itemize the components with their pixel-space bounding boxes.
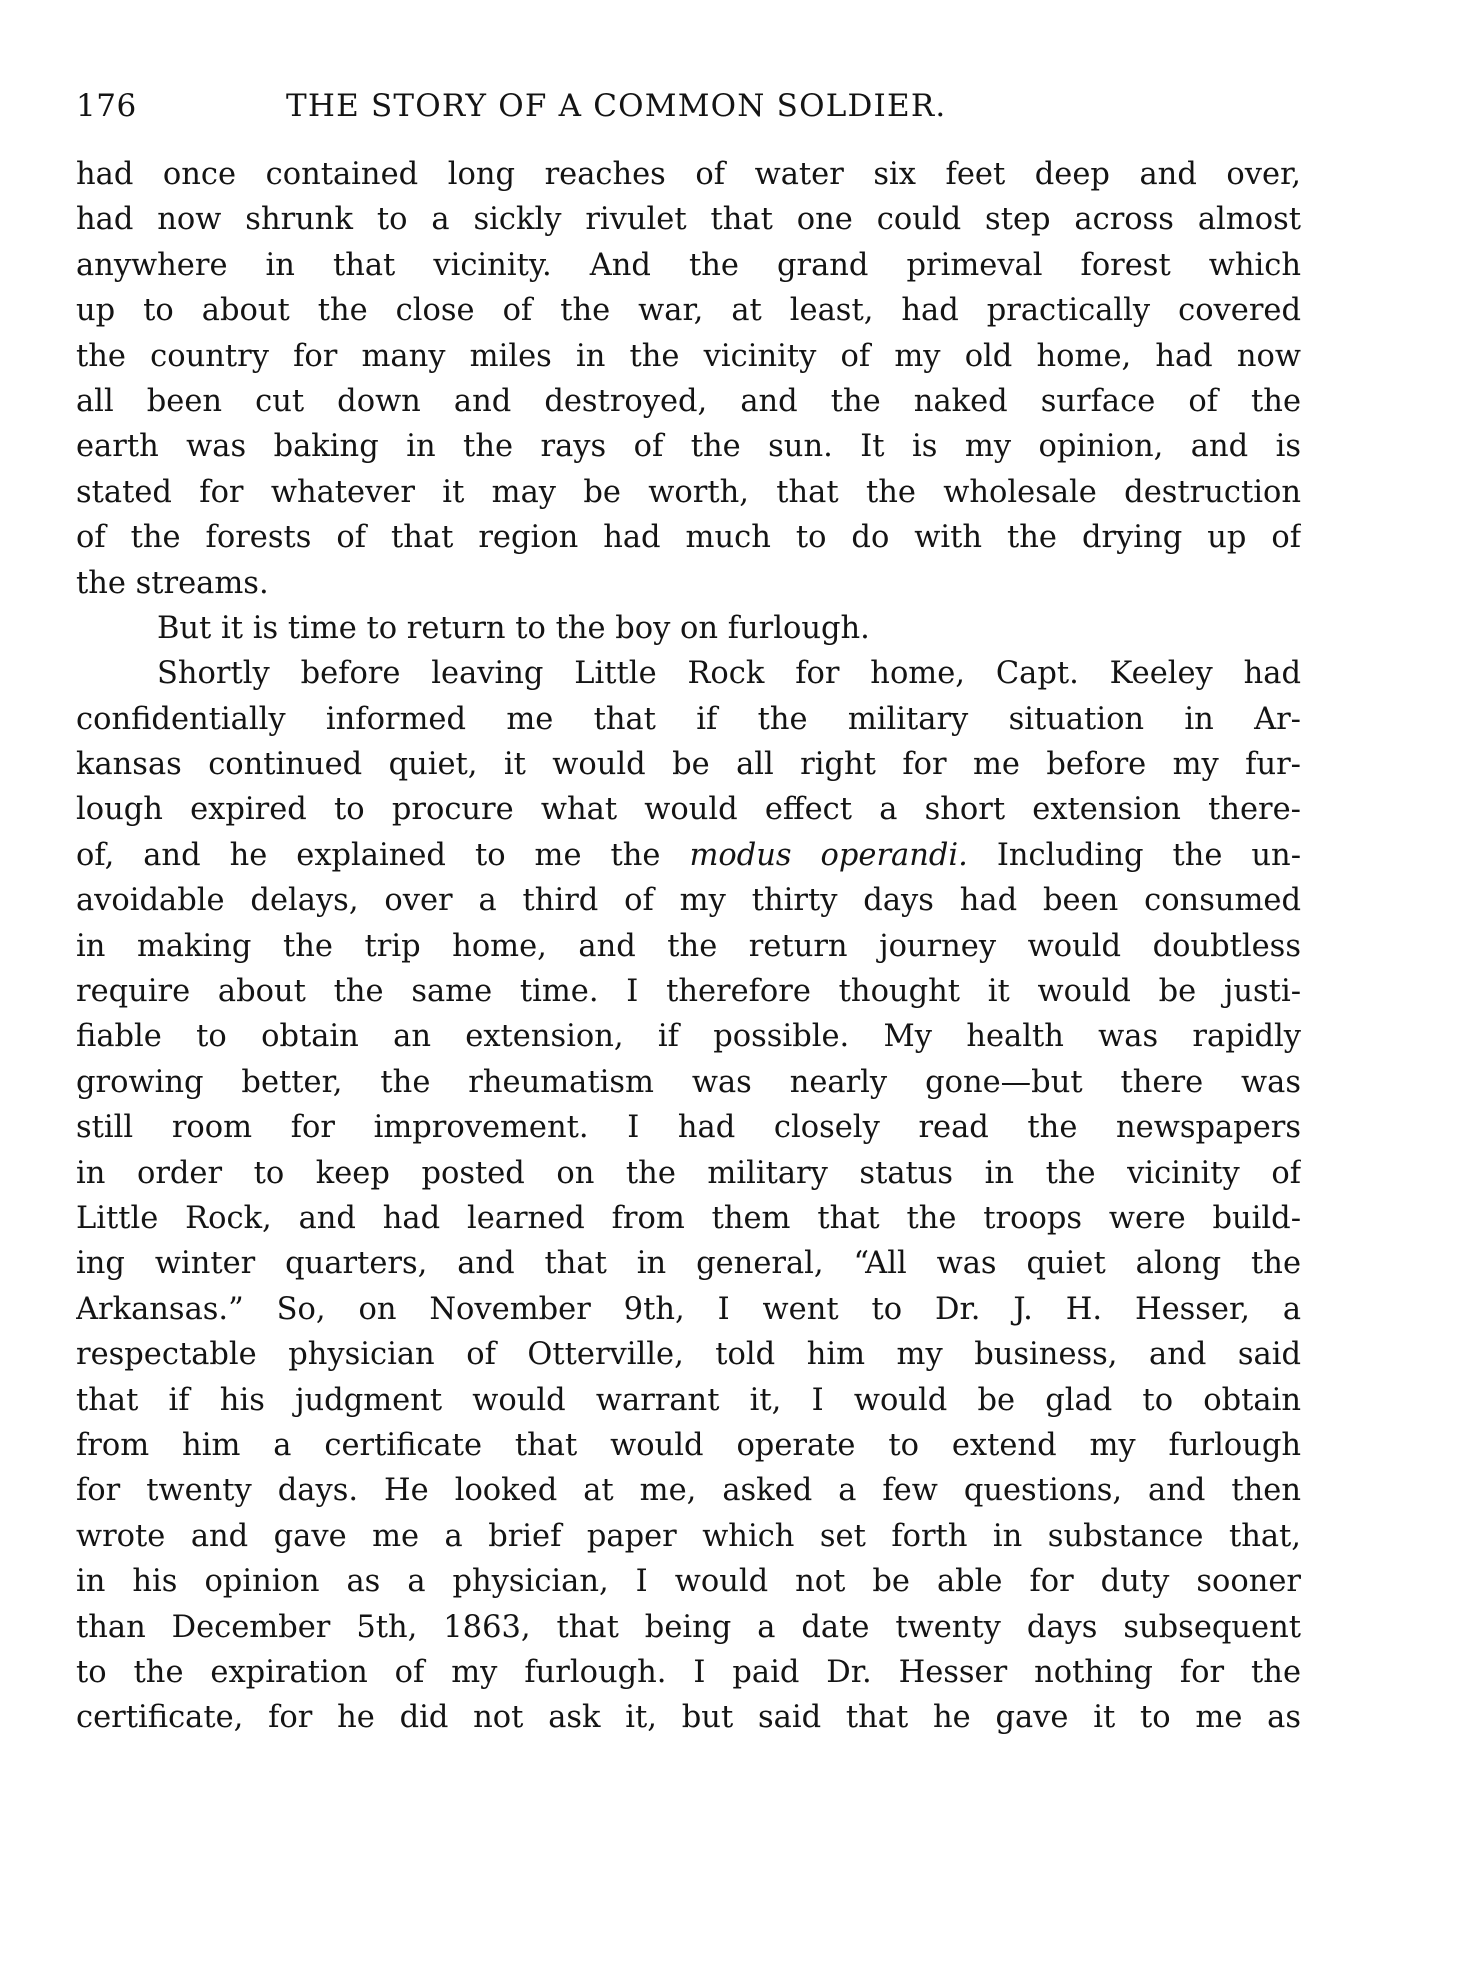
text-line: still room for improvement. I had closely read the newspapers (76, 1110, 1301, 1146)
page-number: 176 (76, 88, 137, 124)
text-line: all been cut down and destroyed, and the naked surface of the (76, 383, 1301, 419)
text-line-with-italic (76, 833, 1301, 878)
text-line: But it is time to return to the boy on furlough. (157, 610, 870, 646)
text-line: Shortly before leaving Little Rock for home, Capt. Keeley had (157, 656, 1301, 692)
text-line: require about the same time. I therefore thought it would be justi- (76, 974, 1301, 1010)
text-segment: of, and he explained to me the (76, 837, 690, 873)
text-line: the streams. (76, 565, 269, 601)
text-line: of the forests of that region had much to do with the drying up of (76, 520, 1301, 556)
text-line: avoidable delays, over a third of my thirty days had been consumed (76, 883, 1301, 919)
text-line: kansas continued quiet, it would be all right for me before my fur- (76, 747, 1301, 783)
text-line: earth was baking in the rays of the sun. It is my opinion, and is (76, 429, 1301, 465)
text-line: the country for many miles in the vicinity of my old home, had now (76, 338, 1301, 374)
text-line: had once contained long reaches of water six feet deep and over, (76, 157, 1301, 192)
italic-phrase: modus operandi. (689, 837, 968, 873)
text-line: Arkansas.” So, on November 9th, I went to Dr. J. H. Hesser, a (76, 1291, 1301, 1327)
text-line: ing winter quarters, and that in general, “All was quiet along the (76, 1246, 1301, 1282)
running-head (76, 84, 1301, 128)
text-line: wrote and gave me a brief paper which set forth in substance that, (76, 1518, 1301, 1554)
text-line: in his opinion as a physician, I would not be able for duty sooner (76, 1564, 1301, 1600)
text-line: lough expired to procure what would effect a short extension there- (76, 792, 1301, 828)
text-line: in making the trip home, and the return journey would doubtless (76, 928, 1301, 964)
text-segment: Including the un- (967, 837, 1301, 873)
text-line: had now shrunk to a sickly rivulet that one could step across almost (76, 202, 1301, 238)
text-line: Little Rock, and had learned from them that the troops were build- (76, 1200, 1301, 1236)
text-line: fiable to obtain an extension, if possible. My health was rapidly (76, 1019, 1301, 1055)
text-line: in order to keep posted on the military status in the vicinity of (76, 1155, 1301, 1191)
text-line: confidentially informed me that if the military situation in Ar- (76, 701, 1301, 737)
text-line: respectable physician of Otterville, told him my business, and said (76, 1337, 1301, 1373)
text-line: that if his judgment would warrant it, I would be glad to obtain (76, 1382, 1301, 1418)
body-text (76, 152, 1301, 1741)
text-line: anywhere in that vicinity. And the grand primeval forest which (76, 247, 1301, 283)
text-line: certificate, for he did not ask it, but said that he gave it to me as (76, 1700, 1301, 1736)
text-line: from him a certificate that would operate to extend my furlough (76, 1427, 1301, 1463)
text-line: to the expiration of my furlough. I paid Dr. Hesser nothing for the (76, 1654, 1301, 1690)
running-title: THE STORY OF A COMMON SOLDIER. (286, 88, 947, 124)
text-line: than December 5th, 1863, that being a date twenty days subsequent (76, 1609, 1301, 1645)
text-line: up to about the close of the war, at least, had practically covered (76, 293, 1301, 329)
text-line: stated for whatever it may be worth, that the wholesale destruction (76, 474, 1301, 510)
text-line: growing better, the rheumatism was nearly gone—but there was (76, 1064, 1301, 1100)
text-line: for twenty days. He looked at me, asked a few questions, and then (76, 1473, 1301, 1509)
